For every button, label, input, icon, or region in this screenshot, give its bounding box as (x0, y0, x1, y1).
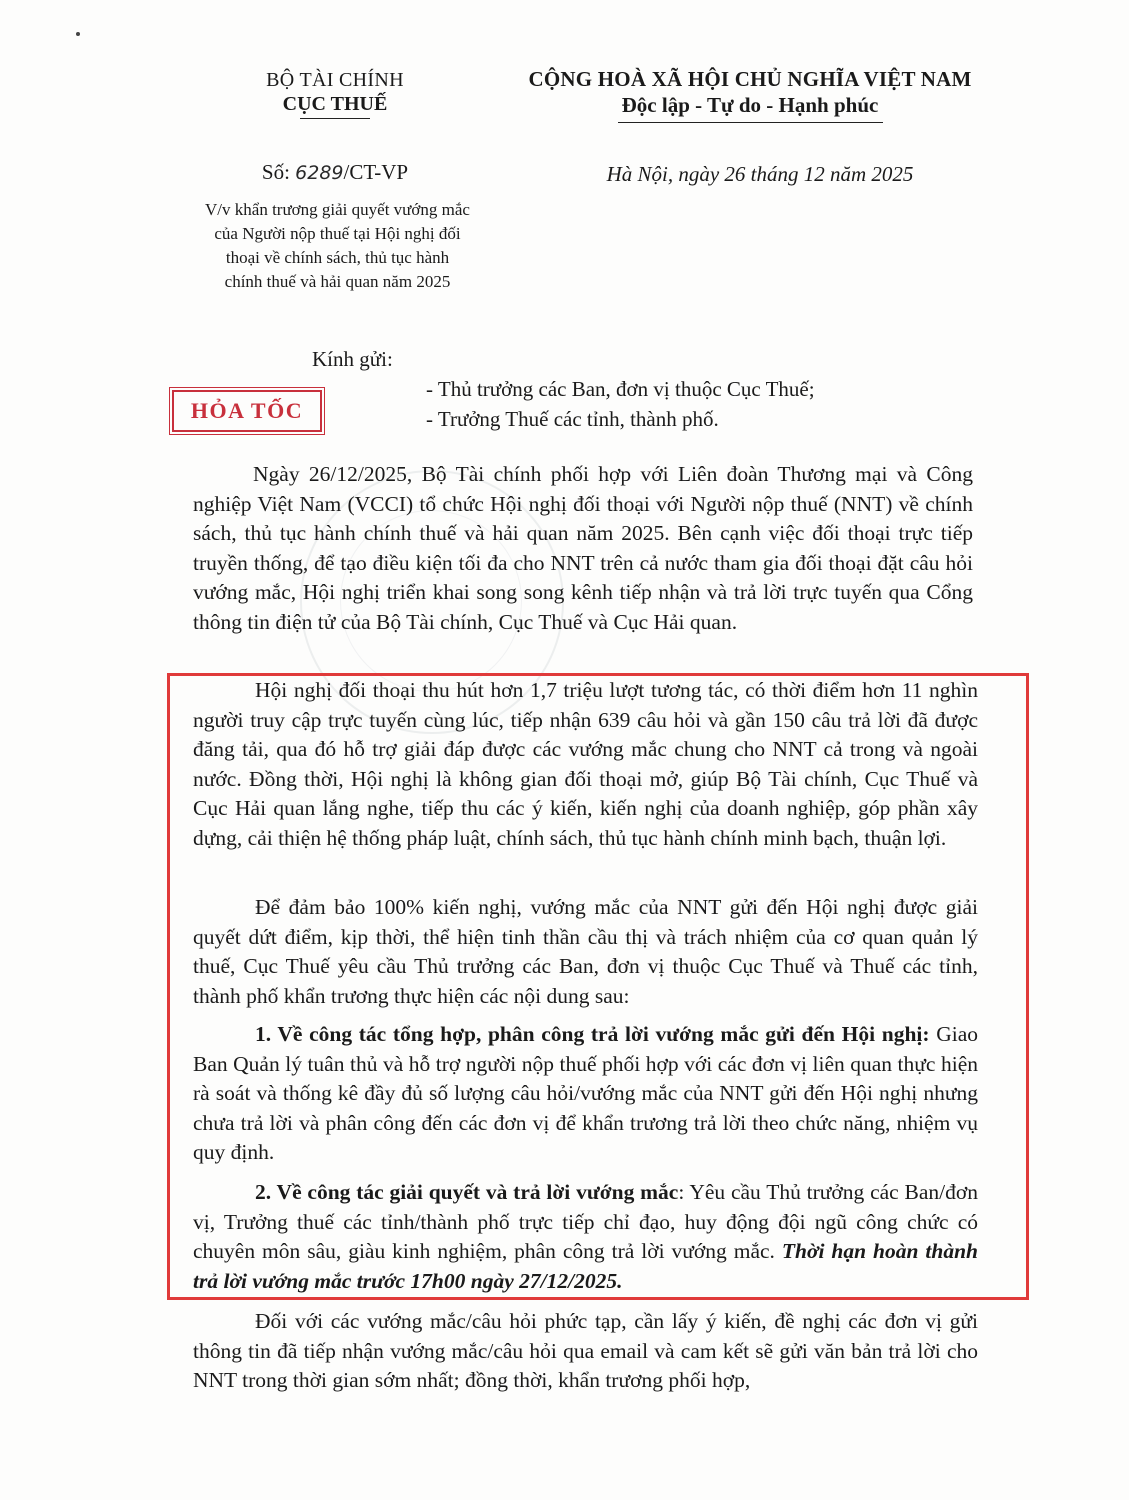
place-date: Hà Nội, ngày 26 tháng 12 năm 2025 (606, 162, 914, 186)
item-2-heading: 2. Về công tác giải quyết và trả lời vướng mắc (255, 1180, 679, 1204)
recipients-list (426, 374, 815, 434)
document-number (200, 158, 470, 187)
doc-number-prefix: Số: (261, 160, 296, 184)
scan-speck (76, 32, 80, 36)
doc-number-suffix: /CT-VP (343, 160, 409, 184)
paragraph-results: Hội nghị đối thoại thu hút hơn 1,7 triệu lượt tương tác, có thời điểm hơn 11 nghìn người truy cập trực tuyến cùng lúc, tiếp nhận 639 câu hỏi và gần 150 câu trả lời đã được đăng tải, qua đó hỗ trợ giải đáp được các vướng mắc chung cho NNT cả trong và ngoài nước. Đồng thời, Hội nghị là không gian đối thoại mở, giúp Bộ Tài chính, Cục Thuế và Cục Hải quan lắng nghe, tiếp thu các ý kiến, kiến nghị của doanh nghiệp, góp phần xây dựng, cải thiện hệ thống pháp luật, chính sách, thủ tục hành chính minh bạch, thuận lợi. (193, 678, 978, 850)
paragraph-requirements: Để đảm bảo 100% kiến nghị, vướng mắc của NNT gửi đến Hội nghị được giải quyết dứt điểm, kịp thời, thể hiện tinh thần cầu thị và trách nhiệm của cơ quan quản lý thuế, Cục Thuế yêu cầu Thủ trưởng các Ban, đơn vị thuộc Cục Thuế và Thuế các tỉnh, thành phố khẩn trương thực hiện các nội dung sau: (193, 895, 978, 1008)
document-subject: V/v khẩn trương giải quyết vướng mắc của Người nộp thuế tại Hội nghị đối thoại về chính sách, thủ tục hành chính thuế và hải quan năm 2025 (205, 200, 470, 291)
ministry-name: BỘ TÀI CHÍNH (266, 69, 404, 91)
paragraph-intro: Ngày 26/12/2025, Bộ Tài chính phối hợp với Liên đoàn Thương mại và Công nghiệp Việt Nam (VCCI) tổ chức Hội nghị đối thoại với Người nộp thuế (NNT) về chính sách, thủ tục hành chính thuế và hải quan năm 2025. Bên cạnh việc đối thoại trực tiếp truyền thống, để tạo điều kiện tối đa cho NNT trên cả nước tham gia đối thoại đặt câu hỏi vướng mắc, Hội nghị triển khai song song kênh tiếp nhận và trả lời trực tuyến qua Cổng thông tin điện tử của Bộ Tài chính, Cục Thuế và Cục Hải quan. (193, 462, 973, 634)
national-motto: Độc lập - Tự do - Hạnh phúc (621, 93, 879, 117)
paragraph-item-2 (193, 1178, 978, 1296)
paragraph-complex-questions: Đối với các vướng mắc/câu hỏi phức tạp, cần lấy ý kiến, đề nghị các đơn vị gửi thông tin đã tiếp nhận vướng mắc/câu hỏi qua email và cam kết sẽ gửi văn bản trả lời cho NNT trong thời gian sớm nhất; đồng thời, khẩn trương phối hợp, (193, 1309, 978, 1392)
agency-underline (300, 118, 370, 119)
doc-number-handwritten: 6289 (295, 162, 344, 184)
motto-underline (618, 122, 883, 123)
national-header (510, 66, 990, 123)
item-1-heading: 1. Về công tác tổng hợp, phân công trả lời vướng mắc gửi đến Hội nghị: (255, 1022, 930, 1046)
item-1-body: Giao Ban Quản lý tuân thủ và hỗ trợ người nộp thuế phối hợp với các đơn vị liên quan thực hiện rà soát và thống kê đầy đủ số lượng câu hỏi/vướng mắc của NNT gửi đến Hội nghị nhưng chưa trả lời và phân công đến các đơn vị để khẩn trương trả lời theo chức năng, nhiệm vụ quy định. (193, 1022, 978, 1164)
item-2-body: : Yêu cầu Thủ trưởng các Ban/đơn vị, Trưởng thuế các tỉnh/thành phố trực tiếp chỉ đạo, huy động đội ngũ công chức có chuyên môn sâu, giàu kinh nghiệm, phân công trả lời vướng mắc. (193, 1180, 978, 1263)
paragraph-item-1 (193, 1020, 978, 1168)
issuing-authority-header (200, 68, 470, 119)
urgency-stamp: HỎA TỐC (172, 390, 322, 432)
recipient-item: - Trưởng Thuế các tỉnh, thành phố. (426, 407, 719, 431)
nation-name: CỘNG HOÀ XÃ HỘI CHỦ NGHĨA VIỆT NAM (528, 67, 972, 91)
item-2-deadline: Thời hạn hoàn thành trả lời vướng mắc trước 17h00 ngày 27/12/2025. (193, 1239, 978, 1293)
recipient-item: - Thủ trưởng các Ban, đơn vị thuộc Cục Thuế; (426, 377, 815, 401)
agency-name: CỤC THUẾ (282, 93, 388, 115)
salutation: Kính gửi: (312, 347, 393, 371)
